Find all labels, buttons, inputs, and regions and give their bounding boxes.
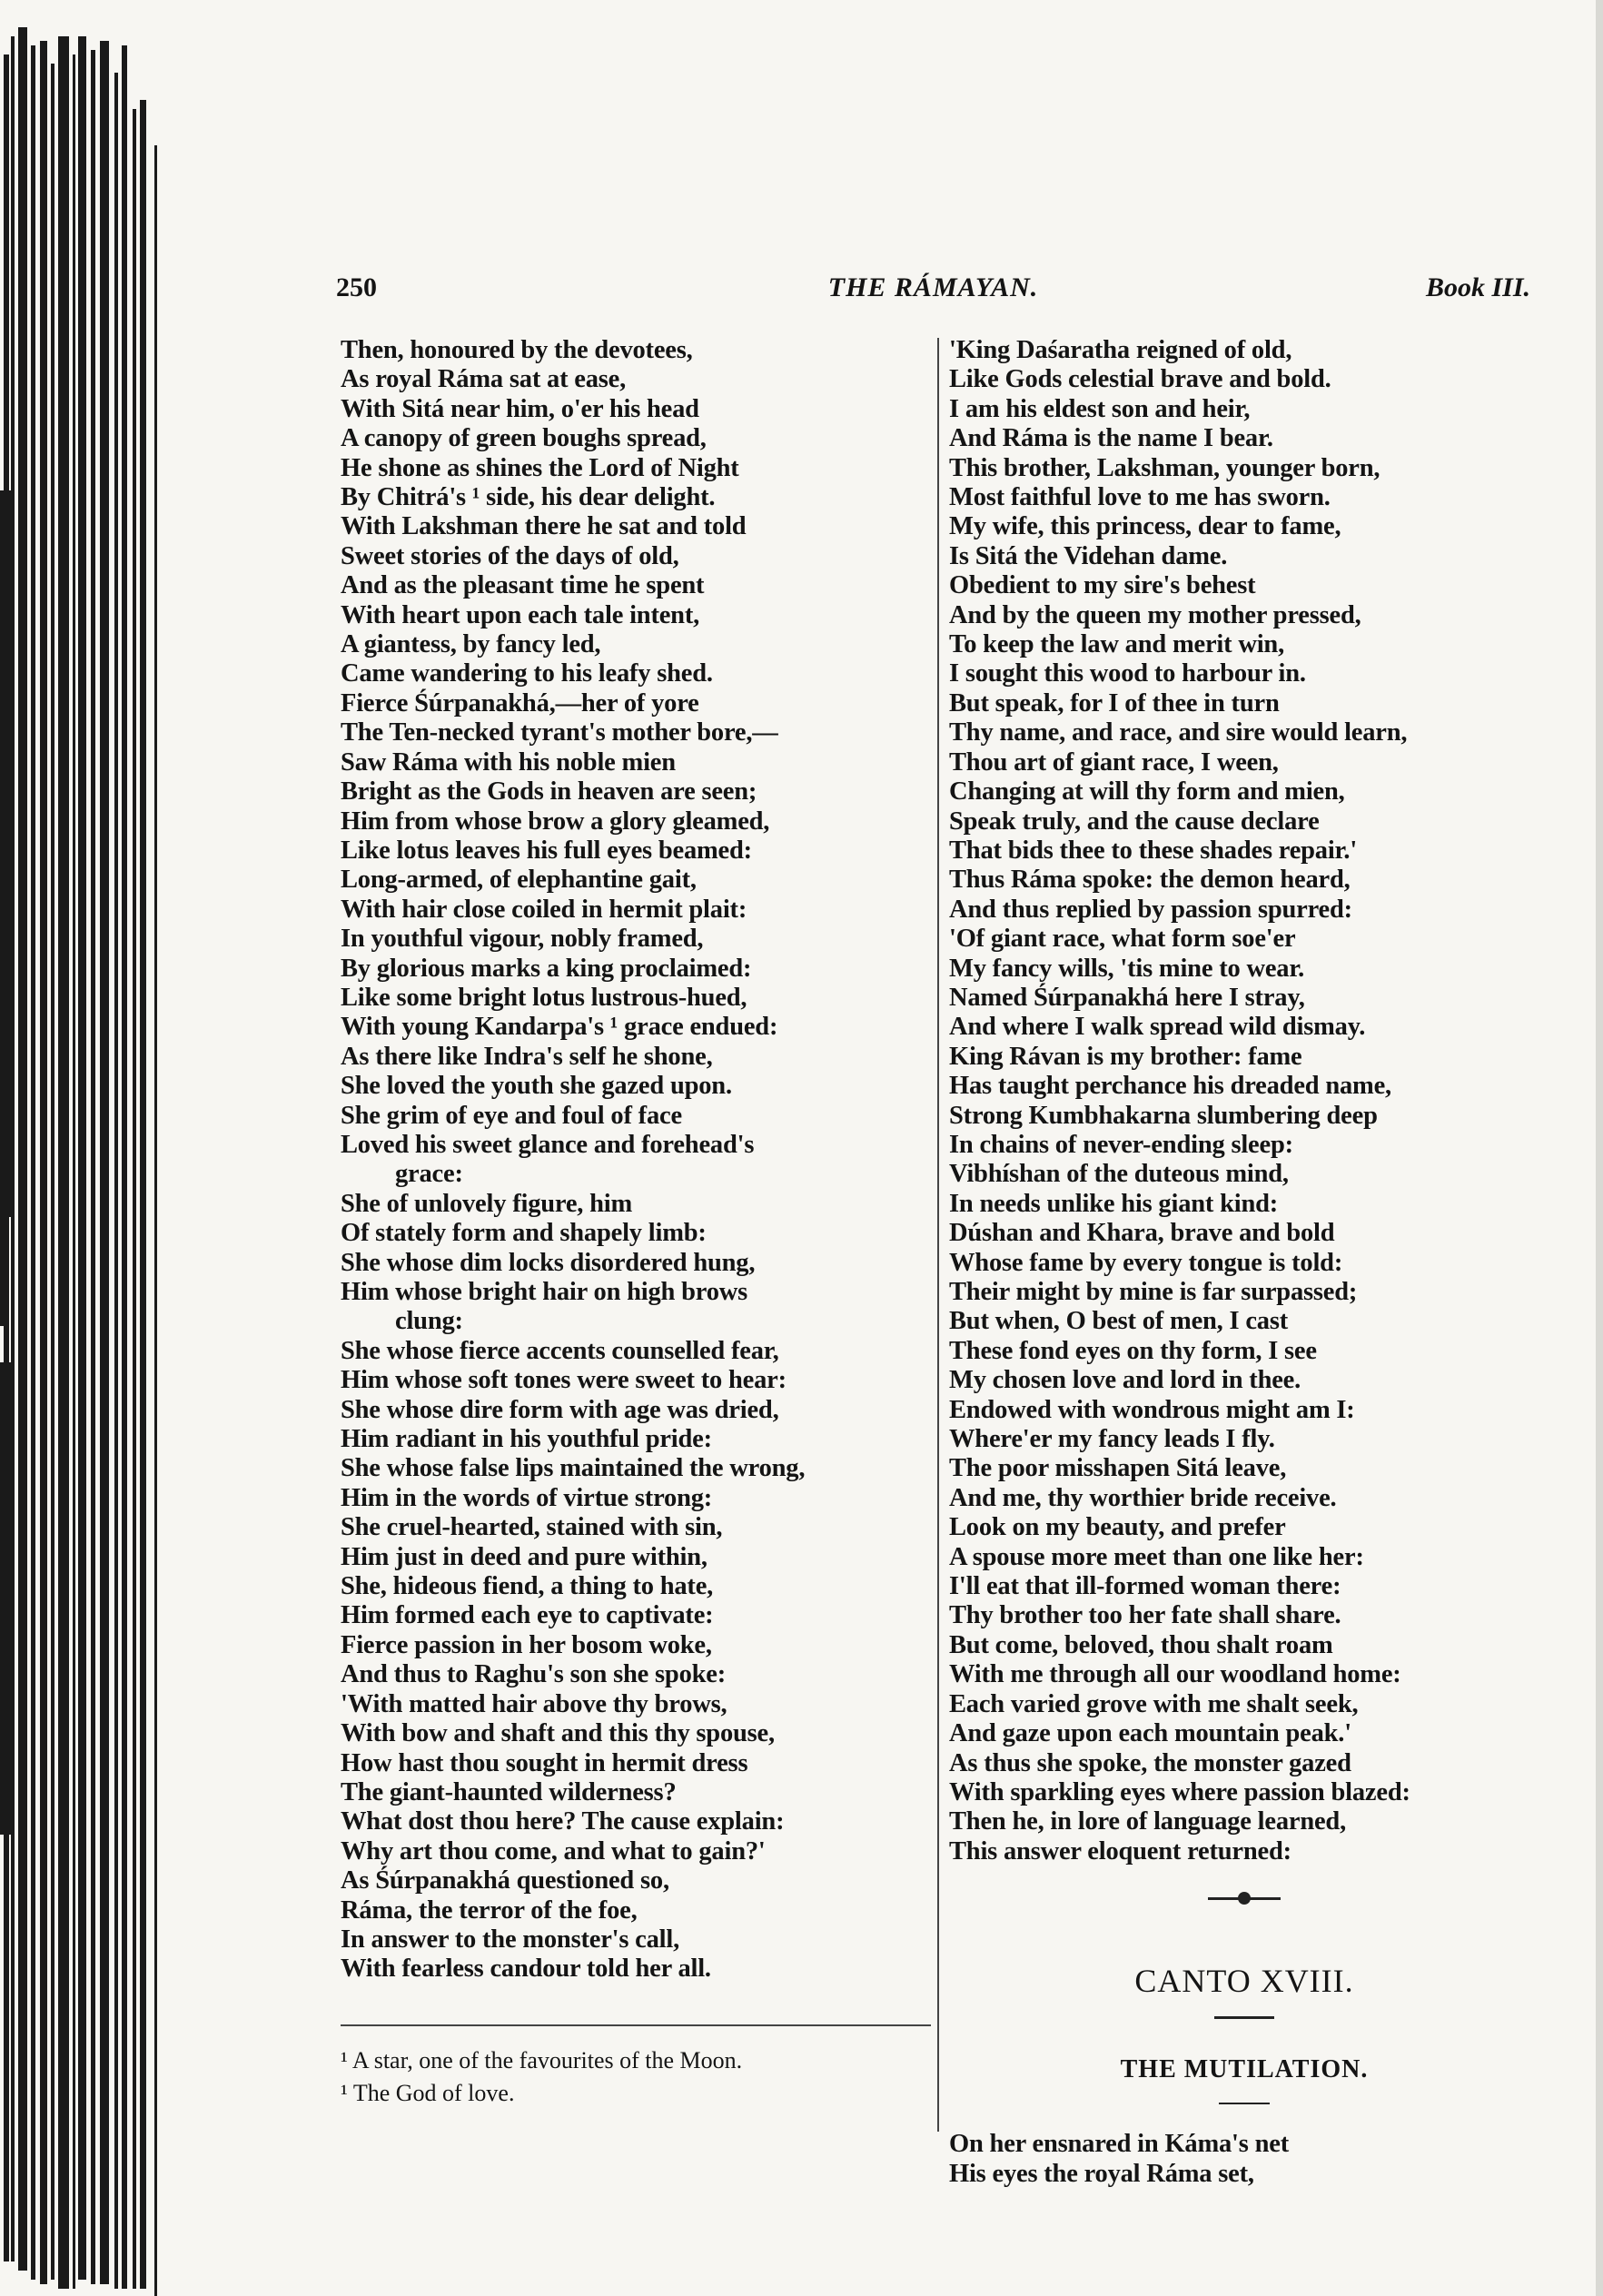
verse-line: Strong Kumbhakarna slumbering deep xyxy=(949,1101,1378,1130)
left-column xyxy=(341,336,931,2110)
verse-line: With Lakshman there he sat and told xyxy=(341,512,747,541)
verse-line: A spouse more meet than one like her: xyxy=(949,1542,1364,1571)
scan-artifact xyxy=(154,145,157,2296)
verse-line: I sought this wood to harbour in. xyxy=(949,659,1306,688)
verse-line: Him just in deed and pure within, xyxy=(341,1542,707,1571)
verse-line: Dúshan and Khara, brave and bold xyxy=(949,1219,1335,1248)
verse-line: And thus replied by passion spurred: xyxy=(949,895,1352,924)
right-column xyxy=(949,336,1539,2189)
verse-line: Sweet stories of the days of old, xyxy=(341,541,679,570)
canto-title: CANTO XVIII. xyxy=(1134,1963,1354,2000)
scan-artifact xyxy=(51,64,54,2280)
verse-line: What dost thou here? The cause explain: xyxy=(341,1807,785,1836)
verse-line: As there like Indra's self he shone, xyxy=(341,1042,713,1071)
verse-line: In needs unlike his giant kind: xyxy=(949,1189,1279,1218)
verse-line: Why art thou come, and what to gain?' xyxy=(341,1836,766,1866)
column-divider xyxy=(937,338,939,2132)
scan-artifact xyxy=(78,36,86,2280)
verse-line: Fierce passion in her bosom woke, xyxy=(341,1630,712,1659)
verse-line: With me through all our woodland home: xyxy=(949,1660,1401,1689)
verse-line: Obedient to my sire's behest xyxy=(949,571,1256,600)
verse-line: But speak, for I of thee in turn xyxy=(949,688,1280,718)
verse-line: And as the pleasant time he spent xyxy=(341,571,705,600)
verse-line: Thy name, and race, and sire would learn, xyxy=(949,718,1408,747)
verse-line: Loved his sweet glance and forehead's xyxy=(341,1130,755,1159)
verse-line: Him in the words of virtue strong: xyxy=(341,1483,713,1512)
verse-line: And gaze upon each mountain peak.' xyxy=(949,1719,1351,1748)
verse-line: Like some bright lotus lustrous-hued, xyxy=(341,983,747,1012)
verse-line: Vibhíshan of the duteous mind, xyxy=(949,1160,1289,1189)
right-verse-block xyxy=(949,336,1539,1866)
verse-line: She whose dim locks disordered hung, xyxy=(341,1248,756,1277)
verse-line: How hast thou sought in hermit dress xyxy=(341,1748,748,1777)
canto-subtitle-rule xyxy=(1219,2103,1270,2104)
verse-line: And by the queen my mother pressed, xyxy=(949,600,1361,629)
verse-line: Then he, in lore of language learned, xyxy=(949,1807,1347,1836)
verse-line: With sparkling eyes where passion blazed: xyxy=(949,1777,1410,1806)
verse-line: Like Gods celestial brave and bold. xyxy=(949,365,1331,394)
verse-line: Ráma, the terror of the foe, xyxy=(341,1895,638,1925)
verse-line: Is Sitá the Videhan dame. xyxy=(949,541,1228,570)
verse-line: With bow and shaft and this thy spouse, xyxy=(341,1719,775,1748)
verse-line: This brother, Lakshman, younger born, xyxy=(949,453,1380,482)
verse-line: Saw Ráma with his noble mien xyxy=(341,747,676,777)
verse-line: 'King Daśaratha reigned of old, xyxy=(949,336,1292,364)
verse-line: My chosen love and lord in thee. xyxy=(949,1366,1301,1395)
scan-right-edge xyxy=(1596,0,1603,2296)
canto-title-rule xyxy=(1214,2016,1274,2019)
footnote-2: ¹ The God of love. xyxy=(341,2079,515,2106)
verse-line: She cruel-hearted, stained with sin, xyxy=(341,1513,723,1542)
verse-line: A giantess, by fancy led, xyxy=(341,630,601,659)
verse-line: Most faithful love to me has sworn. xyxy=(949,483,1331,512)
verse-line: But come, beloved, thou shalt roam xyxy=(949,1630,1333,1659)
verse-line: Changing at will thy form and mien, xyxy=(949,777,1345,807)
verse-line: clung: xyxy=(395,1307,463,1336)
left-verse-block xyxy=(341,336,931,1984)
scan-artifact xyxy=(73,54,75,2289)
verse-line: I am his eldest son and heir, xyxy=(949,394,1251,423)
verse-line: My fancy wills, 'tis mine to wear. xyxy=(949,954,1305,983)
verse-line: Where'er my fancy leads I fly. xyxy=(949,1425,1275,1454)
verse-line: She whose fierce accents counselled fear, xyxy=(341,1336,779,1365)
verse-line: 'Of giant race, what form soe'er xyxy=(949,925,1296,954)
verse-line: With fearless candour told her all. xyxy=(341,1955,711,1984)
verse-line: She, hideous fiend, a thing to hate, xyxy=(341,1572,714,1601)
verse-line: And where I walk spread wild dismay. xyxy=(949,1013,1366,1042)
verse-line: Fierce Śúrpanakhá,—her of yore xyxy=(341,688,699,718)
verse-line: And me, thy worthier bride receive. xyxy=(949,1483,1337,1512)
verse-line: A canopy of green boughs spread, xyxy=(341,424,707,453)
scan-artifact xyxy=(140,100,146,2289)
verse-line: grace: xyxy=(395,1160,463,1189)
verse-line: As Śúrpanakhá questioned so, xyxy=(341,1866,669,1895)
verse-line: Him whose soft tones were sweet to hear: xyxy=(341,1366,787,1395)
scan-artifact xyxy=(31,45,35,2280)
scan-artifact xyxy=(133,109,136,2289)
verse-line: Speak truly, and the cause declare xyxy=(949,807,1320,836)
verse-line: By glorious marks a king proclaimed: xyxy=(341,954,752,983)
scan-binding-edge xyxy=(0,0,236,2296)
verse-line: With hair close coiled in hermit plait: xyxy=(341,895,747,924)
scan-artifact xyxy=(58,36,69,2289)
scan-artifact xyxy=(91,50,95,2284)
scan-artifact xyxy=(0,1362,11,1835)
footnote-rule xyxy=(341,2024,931,2026)
verse-line: Came wandering to his leafy shed. xyxy=(341,659,713,688)
verse-line: King Rávan is my brother: fame xyxy=(949,1042,1302,1071)
verse-line: Whose fame by every tongue is told: xyxy=(949,1248,1343,1277)
verse-line: She loved the youth she gazed upon. xyxy=(341,1072,732,1101)
verse-line: With Sitá near him, o'er his head xyxy=(341,394,699,423)
verse-line: With young Kandarpa's ¹ grace endued: xyxy=(341,1013,778,1042)
verse-line: She whose false lips maintained the wrong, xyxy=(341,1454,806,1483)
verse-line: As thus she spoke, the monster gazed xyxy=(949,1748,1351,1777)
verse-line: The Ten-necked tyrant's mother bore,— xyxy=(341,718,778,747)
verse-line: Him whose bright hair on high brows xyxy=(341,1278,748,1306)
verse-line: Long-armed, of elephantine gait, xyxy=(341,866,697,895)
footnote-1: ¹ A star, one of the favourites of the Moon. xyxy=(341,2046,743,2073)
verse-line: The giant-haunted wilderness? xyxy=(341,1777,677,1806)
verse-line: His eyes the royal Ráma set, xyxy=(949,2159,1254,2188)
verse-line: The poor misshapen Sitá leave, xyxy=(949,1454,1287,1483)
verse-line: My wife, this princess, dear to fame, xyxy=(949,512,1341,541)
verse-line: 'With matted hair above thy brows, xyxy=(341,1689,727,1718)
running-header xyxy=(336,272,1530,309)
verse-line: Thou art of giant race, I ween, xyxy=(949,747,1279,777)
canto-verse-block xyxy=(949,2130,1539,2189)
verse-line: She of unlovely figure, him xyxy=(341,1189,633,1218)
book-label: Book III. xyxy=(1425,272,1530,302)
verse-line: This answer eloquent returned: xyxy=(949,1836,1291,1866)
scan-artifact xyxy=(114,73,118,2289)
verse-line: These fond eyes on thy form, I see xyxy=(949,1336,1317,1365)
scan-artifact xyxy=(40,41,47,2284)
verse-line: She grim of eye and foul of face xyxy=(341,1101,682,1130)
verse-line: Look on my beauty, and prefer xyxy=(949,1513,1286,1542)
canto-subtitle: THE MUTILATION. xyxy=(1120,2055,1369,2084)
verse-line: And thus to Raghu's son she spoke: xyxy=(341,1660,727,1689)
scan-artifact xyxy=(0,1108,9,1326)
verse-line: Him from whose brow a glory gleamed, xyxy=(341,807,770,836)
verse-line: To keep the law and merit win, xyxy=(949,630,1285,659)
verse-line: As royal Ráma sat at ease, xyxy=(341,365,627,394)
verse-line: By Chitrá's ¹ side, his dear delight. xyxy=(341,483,716,512)
verse-line: Named Śúrpanakhá here I stray, xyxy=(949,983,1305,1012)
running-title: THE RÁMAYAN. xyxy=(827,272,1039,302)
verse-line: On her ensnared in Káma's net xyxy=(949,2130,1289,2159)
verse-line: And Ráma is the name I bear. xyxy=(949,424,1273,453)
verse-line: I'll eat that ill-formed woman there: xyxy=(949,1572,1341,1601)
verse-line: Thus Ráma spoke: the demon heard, xyxy=(949,866,1351,895)
verse-line: Endowed with wondrous might am I: xyxy=(949,1395,1355,1424)
verse-line: Thy brother too her fate shall share. xyxy=(949,1601,1341,1630)
verse-line: Him radiant in his youthful pride: xyxy=(341,1425,712,1454)
verse-line: Bright as the Gods in heaven are seen; xyxy=(341,777,757,807)
verse-line: Like lotus leaves his full eyes beamed: xyxy=(341,836,752,865)
verse-line: In answer to the monster's call, xyxy=(341,1925,680,1954)
verse-line: In youthful vigour, nobly framed, xyxy=(341,925,704,954)
page-number: 250 xyxy=(336,272,377,302)
verse-line: Then, honoured by the devotees, xyxy=(341,336,693,364)
verse-line: Each varied grove with me shalt seek, xyxy=(949,1689,1359,1718)
scan-artifact xyxy=(100,41,109,2284)
verse-line: She whose dire form with age was dried, xyxy=(341,1395,779,1424)
verse-line: Of stately form and shapely limb: xyxy=(341,1219,707,1248)
verse-line: With heart upon each tale intent, xyxy=(341,600,700,629)
verse-line: That bids thee to these shades repair.' xyxy=(949,836,1358,865)
verse-line: He shone as shines the Lord of Night xyxy=(341,453,739,482)
scan-artifact xyxy=(122,45,127,2289)
verse-line: Him formed each eye to captivate: xyxy=(341,1601,714,1630)
verse-line: In chains of never-ending sleep: xyxy=(949,1130,1293,1159)
scan-artifact xyxy=(18,27,27,2271)
verse-line: But when, O best of men, I cast xyxy=(949,1307,1289,1336)
verse-line: Their might by mine is far surpassed; xyxy=(949,1278,1358,1306)
section-ornament xyxy=(1208,1897,1281,1900)
verse-line: Has taught perchance his dreaded name, xyxy=(949,1072,1391,1101)
